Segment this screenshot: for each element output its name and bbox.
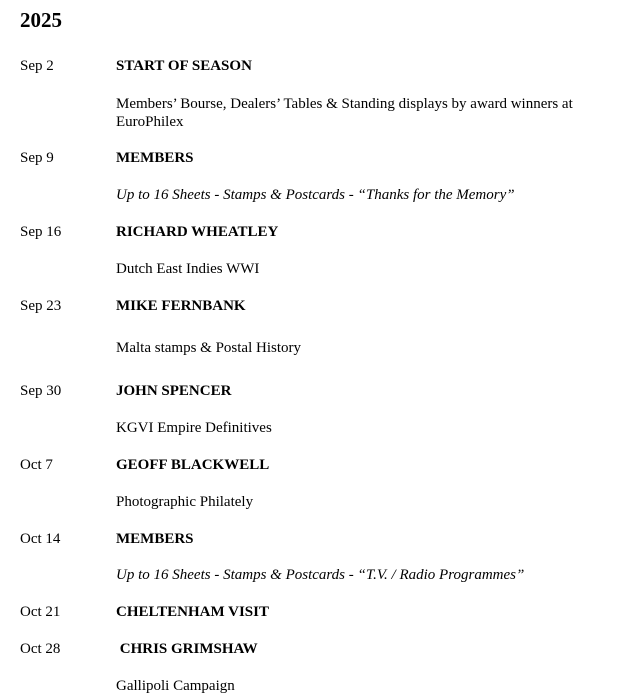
event-speaker: GEOFF BLACKWELL xyxy=(116,457,270,473)
event-description: Up to 16 Sheets - Stamps & Postcards - “T.V. / Radio Programmes” xyxy=(116,567,525,583)
event-speaker: START OF SEASON xyxy=(116,58,252,74)
event-date: Oct 21 xyxy=(20,604,61,620)
event-description: KGVI Empire Definitives xyxy=(116,420,272,436)
year-heading: 2025 xyxy=(20,8,62,32)
event-date: Oct 14 xyxy=(20,531,61,547)
event-date: Oct 7 xyxy=(20,457,53,473)
event-speaker: CHELTENHAM VISIT xyxy=(116,604,269,620)
event-speaker: MEMBERS xyxy=(116,150,194,166)
event-description: Members’ Bourse, Dealers’ Tables & Standing displays by award winners at EuroPhilex xyxy=(116,96,573,130)
event-description: Up to 16 Sheets - Stamps & Postcards - “Thanks for the Memory” xyxy=(116,187,515,203)
event-date: Oct 28 xyxy=(20,641,61,657)
event-description: Photographic Philately xyxy=(116,494,254,510)
event-speaker: JOHN SPENCER xyxy=(116,383,232,399)
event-date: Sep 2 xyxy=(20,58,54,74)
event-date: Sep 23 xyxy=(20,298,62,314)
event-date: Sep 16 xyxy=(20,224,62,240)
event-date: Sep 9 xyxy=(20,150,54,166)
event-speaker: CHRIS GRIMSHAW xyxy=(116,641,258,657)
event-date: Sep 30 xyxy=(20,383,62,399)
event-speaker: RICHARD WHEATLEY xyxy=(116,224,279,240)
event-description: Dutch East Indies WWI xyxy=(116,261,260,277)
event-description: Malta stamps & Postal History xyxy=(116,340,301,356)
event-speaker: MEMBERS xyxy=(116,531,194,547)
event-description: Gallipoli Campaign xyxy=(116,678,235,694)
event-speaker: MIKE FERNBANK xyxy=(116,298,246,314)
